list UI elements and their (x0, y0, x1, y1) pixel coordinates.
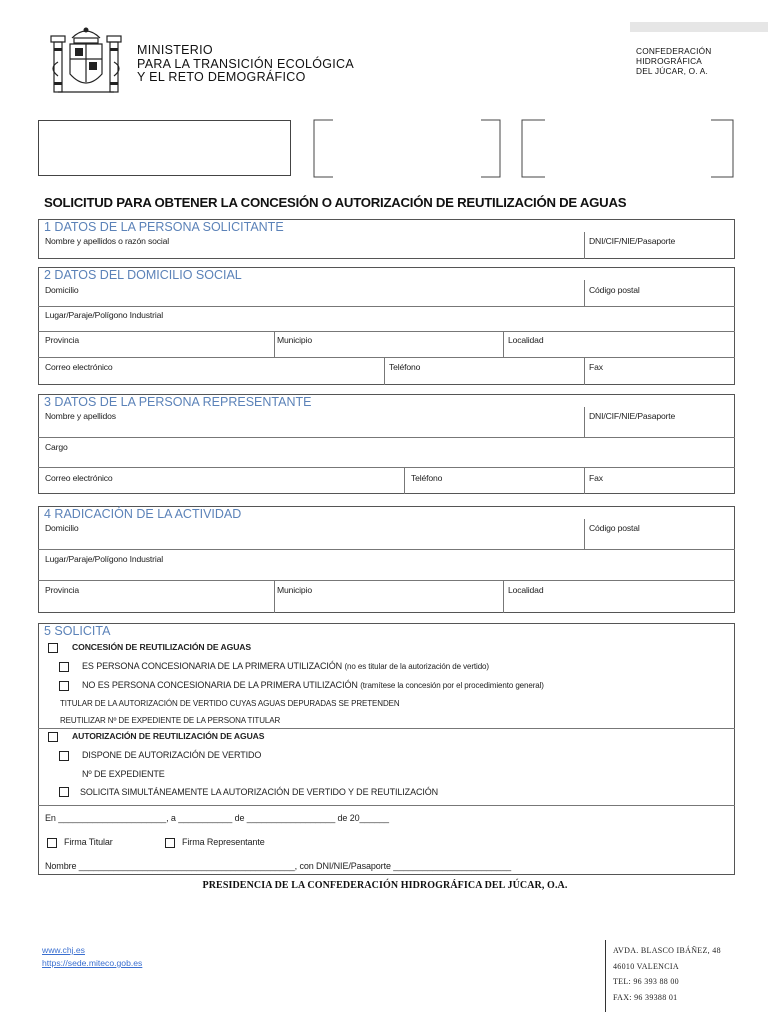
addressee: PRESIDENCIA DE LA CONFEDERACIÓN HIDROGRÁFICA DEL JÚCAR, O.A. (202, 880, 568, 891)
expediente-label[interactable]: Nº DE EXPEDIENTE (82, 769, 165, 779)
postal-code-field[interactable]: Código postal (589, 285, 640, 295)
es-primera-note: (no es titular de la autorización de vertido) (344, 662, 489, 671)
lugar-field[interactable]: Lugar/Paraje/Polígono Industrial (45, 310, 163, 320)
no-primera-note: (tramítese la concesión por el procedimiento general) (360, 681, 544, 690)
ministry-line: MINISTERIO (137, 43, 213, 57)
autorizacion-checkbox[interactable] (48, 732, 58, 742)
registry-box-3[interactable] (521, 119, 736, 179)
concesion-checkbox[interactable] (48, 643, 58, 653)
rad-municipio-field[interactable]: Municipio (277, 585, 312, 595)
rep-phone-field[interactable]: Teléfono (411, 473, 443, 483)
section-4-title: 4 RADICACIÓN DE LA ACTIVIDAD (44, 507, 242, 521)
rad-provincia-field[interactable]: Provincia (45, 585, 79, 595)
sede-link[interactable]: https://sede.miteco.gob.es (42, 958, 143, 968)
rep-name-field[interactable]: Nombre y apellidos (45, 411, 116, 421)
es-primera-text: ES PERSONA CONCESIONARIA DE LA PRIMERA UTILIZACIÓN (82, 661, 343, 671)
concesion-label: CONCESIÓN DE REUTILIZACIÓN DE AGUAS (72, 642, 252, 652)
no-primera-checkbox[interactable] (59, 681, 69, 691)
applicant-name-field[interactable]: Nombre y apellidos o razón social (45, 236, 170, 246)
simultanea-checkbox[interactable] (59, 787, 69, 797)
section-3-title: 3 DATOS DE LA PERSONA REPRESENTANTE (44, 395, 312, 409)
es-primera-checkbox[interactable] (59, 662, 69, 672)
address-line: AVDA. BLASCO IBÁÑEZ, 48 (613, 946, 721, 955)
applicant-dni-field[interactable]: DNI/CIF/NIE/Pasaporte (589, 236, 676, 246)
rep-fax-field[interactable]: Fax (589, 473, 603, 483)
nombre-signature-line[interactable]: Nombre ____________________________________________, con DNI/NIE/Pasaporte ________________________ (45, 861, 512, 871)
agency-line: DEL JÚCAR, O. A. (636, 66, 709, 76)
ministry-name (137, 44, 354, 85)
rad-postal-code-field[interactable]: Código postal (589, 523, 640, 533)
no-primera-label (82, 680, 544, 690)
localidad-field[interactable]: Localidad (508, 335, 544, 345)
coat-of-arms-logo (44, 22, 128, 100)
firma-titular-label: Firma Titular (64, 837, 113, 847)
section-2-title: 2 DATOS DEL DOMICILIO SOCIAL (44, 268, 242, 282)
agency-line: CONFEDERACIÓN (636, 46, 712, 56)
form-title: SOLICITUD PARA OBTENER LA CONCESIÓN O AUTORIZACIÓN DE REUTILIZACIÓN DE AGUAS (44, 195, 627, 210)
agency-name (636, 46, 711, 76)
website-link[interactable]: www.chj.es (42, 945, 85, 955)
section-3-box (38, 394, 735, 494)
section-5-title: 5 SOLICITA (44, 624, 111, 638)
rad-localidad-field[interactable]: Localidad (508, 585, 544, 595)
address-line: FAX: 96 39388 01 (613, 992, 678, 1002)
es-primera-label (82, 661, 489, 671)
fax-field[interactable]: Fax (589, 362, 603, 372)
firma-rep-label: Firma Representante (182, 837, 265, 847)
place-date-line[interactable]: En ______________________, a ___________ de __________________ de 20______ (45, 813, 389, 823)
rep-dni-field[interactable]: DNI/CIF/NIE/Pasaporte (589, 411, 676, 421)
rad-domicilio-field[interactable]: Domicilio (45, 523, 79, 533)
rep-cargo-field[interactable]: Cargo (45, 442, 68, 452)
ministry-line: PARA LA TRANSICIÓN ECOLÓGICA (137, 56, 355, 71)
domicilio-field[interactable]: Domicilio (45, 285, 79, 295)
rep-email-field[interactable]: Correo electrónico (45, 473, 113, 483)
reutilizar-line[interactable]: REUTILIZAR Nº DE EXPEDIENTE DE LA PERSONA TITULAR (60, 716, 281, 725)
agency-line: HIDROGRÁFICA (636, 56, 703, 66)
address-line: 46010 VALENCIA (613, 961, 679, 971)
rad-lugar-field[interactable]: Lugar/Paraje/Polígono Industrial (45, 554, 163, 564)
firma-titular-checkbox[interactable] (47, 838, 57, 848)
registry-box-2[interactable] (313, 119, 503, 179)
municipio-field[interactable]: Municipio (277, 335, 312, 345)
footer-address (613, 943, 721, 1005)
provincia-field[interactable]: Provincia (45, 335, 79, 345)
no-primera-text: NO ES PERSONA CONCESIONARIA DE LA PRIMERA UTILIZACIÓN (82, 680, 358, 690)
autorizacion-label: AUTORIZACIÓN DE REUTILIZACIÓN DE AGUAS (72, 731, 265, 741)
simultanea-label: SOLICITA SIMULTÁNEAMENTE LA AUTORIZACIÓN DE VERTIDO Y DE REUTILIZACIÓN (80, 787, 439, 797)
footer-divider (605, 940, 606, 1012)
phone-field[interactable]: Teléfono (389, 362, 421, 372)
email-field[interactable]: Correo electrónico (45, 362, 113, 372)
footer-links (42, 944, 142, 970)
registry-box-1[interactable] (38, 120, 291, 176)
dispone-label: DISPONE DE AUTORIZACIÓN DE VERTIDO (82, 750, 262, 760)
dispone-checkbox[interactable] (59, 751, 69, 761)
titular-line: TITULAR DE LA AUTORIZACIÓN DE VERTIDO CUYAS AGUAS DEPURADAS SE PRETENDEN (60, 699, 400, 708)
address-line: TEL: 96 393 88 00 (613, 977, 679, 986)
section-1-title: 1 DATOS DE LA PERSONA SOLICITANTE (44, 220, 284, 234)
ministry-line: Y EL RETO DEMOGRÁFICO (137, 70, 306, 84)
registration-stamp-area (630, 22, 768, 32)
firma-rep-checkbox[interactable] (165, 838, 175, 848)
